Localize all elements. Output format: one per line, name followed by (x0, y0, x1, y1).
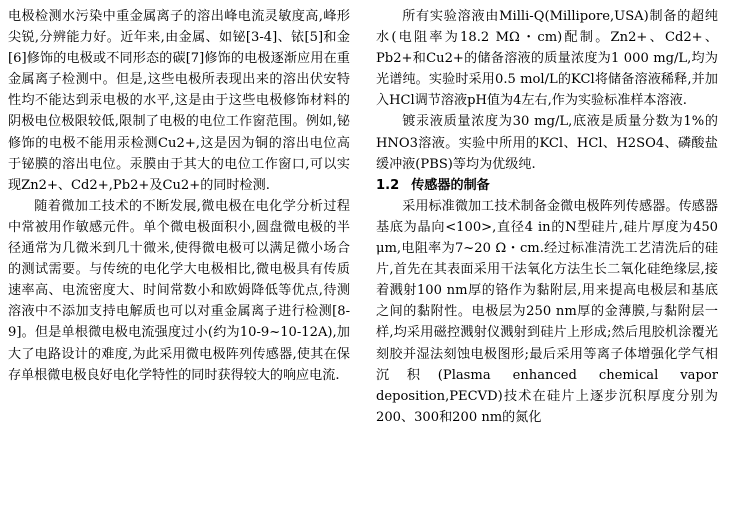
section-heading (376, 175, 718, 196)
section-title: 传感器的制备 (411, 177, 490, 193)
paragraph-microfabrication: 随着微加工技术的不断发展,微电极在电化学分析过程中常被用作敏感元件。单个微电极面积小,圆盘微电极的半径通常为几微米到几十微米,使得微电极可以满足微小场合的测试需要。与传统的电化学大电极相比,微电极具有传质速率高、电流密度大、时间常数小和欧姆降低等优点,待测溶液中不添加支持电解质也可以对重金属离子进行检测[8-9]。但是单根微电极电流强度过小(约为10-9~10-12A),加大了电路设计的难度,为此采用微电极阵列传感器,使其在保存单根微电极良好电化学特性的同时获得较大的响应电流. (8, 198, 350, 383)
two-column-layout (8, 6, 732, 519)
paragraph-solutions: 所有实验溶液由Milli-Q(Millipore,USA)制备的超纯水(电阻率为18.2 MΩ・cm)配制。Zn2+、Cd2+、Pb2+和Cu2+的储备溶液的质量浓度为1 000 mg/L,均为光谱纯。实验时采用0.5 mol/L的KCl将储备溶液稀释,并加入HCl调节溶液pH值为4左右,作为实验标准样本溶液. (376, 9, 718, 109)
paragraph-mercury: 镀汞液质量浓度为30 mg/L,底液是质量分数为1%的HNO3溶液。实验中所用的KCl、HCl、H2SO4、磷酸盐缓冲液(PBS)等均为优级纯. (376, 114, 718, 172)
paragraph-sensor-process: 采用标准微加工技术制备金微电极阵列传感器。传感器基底为晶向<100>,直径4 in的N型硅片,硅片厚度为450 μm,电阻率为7~20 Ω・cm.经过标准清洗工艺清洗后的硅片,首先在其表面采用干法氧化方法生长二氧化硅绝缘层,接着溅射100 nm厚的铬作为黏附层,用来提高电极层和基底之间的黏附性。电极层为250 nm厚的金薄膜,与黏附层一样,均采用磁控溅射仪溅射到硅片上形成;然后甩胶机涂覆光刻胶并湿法刻蚀电极图形;最后采用等离子体增强化学气相沉积(Plasma enhanced chemical vapor deposition,PECVD)技术在硅片上逐步沉积厚度分别为200、300和200 nm的氮化 (376, 198, 718, 425)
paragraph-electrode-detection: 电极检测水污染中重金属离子的溶出峰电流灵敏度高,峰形尖锐,分辨能力好。近年来,由金属、如铋[3-4]、铱[5]和金[6]修饰的电极或不同形态的碳[7]修饰的电极逐渐应用在重金属离子检测中。但是,这些电极所表现出来的溶出伏安特性均不能达到汞电极的水平,这是由于这些电极修饰材料的阴极电位极限较低,限制了电极的电位工作窗范围。例如,铋修饰的电极不能用汞检测Cu2+,这是因为铜的溶出电位高于铋膜的溶出电位。汞膜由于其大的电位工作窗口,可以实现Zn2+、Cd2+,Pb2+及Cu2+的同时检测. (8, 9, 350, 193)
right-column (376, 6, 718, 519)
section-number: 1.2 (376, 177, 400, 193)
left-column (8, 6, 350, 519)
